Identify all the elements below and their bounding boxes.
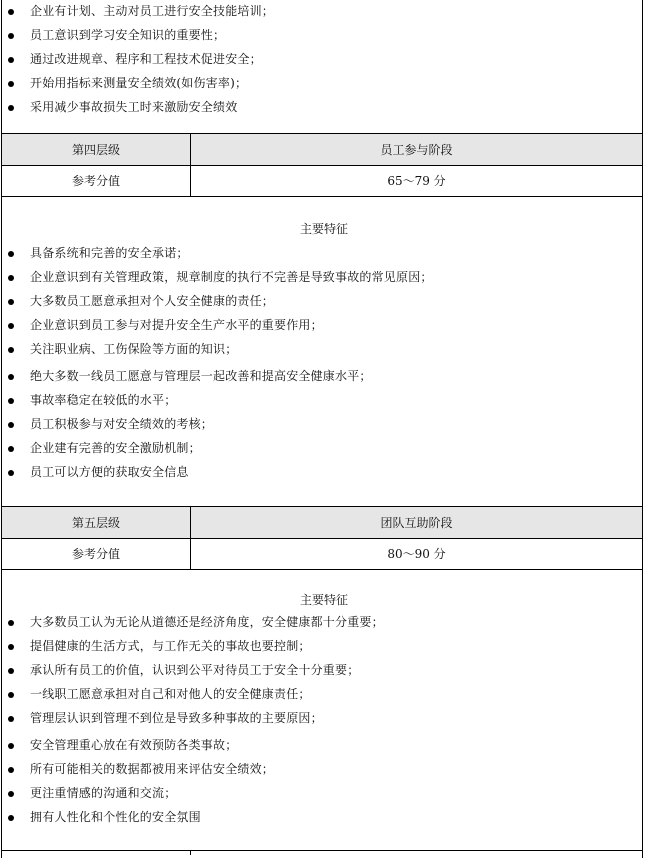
level5-score-label: 参考分值 (71, 547, 120, 561)
level4-level-label: 第四层级 (71, 143, 120, 157)
divider (1, 165, 643, 166)
bullet-icon (8, 398, 14, 404)
bullet-icon (8, 299, 14, 305)
bullet-icon (8, 743, 14, 749)
bullet-icon (8, 251, 14, 257)
bullet-icon (8, 33, 14, 39)
bullet-icon (8, 446, 14, 452)
bullet-icon (8, 620, 14, 626)
level4-score-value: 65～79 分 (387, 174, 446, 188)
level4-score-label: 参考分值 (71, 174, 120, 188)
bullet-icon (8, 422, 14, 428)
level5-level-label: 第五层级 (71, 516, 120, 530)
document-page: 企业有计划、主动对员工进行安全技能培训； 员工意识到学习安全知识的重要性； 通过改进规章、程序和工程技术促进安全； 开始用指标来测量安全绩效(如伤害率)； 采用减少事故损失工时来激励安全绩效 第四层级 员工参与阶段 参考分值 65～79 分 主要特征 具备系统和完善的安全承诺； 企业意识到有关管理政策，规章制度的执行不完善是导致事故的常见原因； 大多数员工愿意承担对个人安全健康的责任； 企业意识到员工参与对提升安全生产水平的重要作用； 关注职业病、工伤保险等方面的知识； 绝大多数一线员工愿意与管理层一起改善和提高安全健康水平； 事故率稳定在较低的水平； 员工积极参与对安全绩效的考核； 企业建有完善的安全激励机制； 员工可以方便的获取安全信息 第五层级 团队互助阶段 参考分值 80～90 分 主要特征 大多数员工认为无论从道德还是经济角度，安全健康都十分重要； 提倡健康的生活方式，与工作无关的事故也要控制； 承认所有员工的价值，认识到公平对待员工于安全十分重要； 一线职工愿意承担对自己和对他人的安全健康责任； 管理层认识到管理不到位是导致多种事故的主要原因； 安全管理重心放在有效预防各类事故； 所有可能相关的数据都被用来评估安全绩效； 更注重情感的沟通和交流； 拥有人性化和个性化的安全氛围 (0, 0, 648, 855)
bullet-icon (8, 767, 14, 773)
bullet-icon (8, 644, 14, 650)
level5-stage-label: 团队互助阶段 (380, 516, 453, 530)
bullet-icon (8, 470, 14, 476)
bullet-icon (8, 323, 14, 329)
bullet-icon (8, 105, 14, 111)
bullet-icon (8, 668, 14, 674)
bullet-icon (8, 716, 14, 722)
bullet-icon (8, 692, 14, 698)
bullet-icon (8, 57, 14, 63)
level5-features-title: 主要特征 (299, 593, 348, 607)
level4-stage-label: 员工参与阶段 (380, 143, 453, 157)
bullet-icon (8, 81, 14, 87)
divider (1, 538, 643, 539)
bullet-icon (8, 9, 14, 15)
divider (1, 569, 643, 570)
bullet-icon (8, 815, 14, 821)
bullet-icon (8, 275, 14, 281)
column-divider (190, 851, 191, 855)
bullet-icon (8, 374, 14, 380)
divider (1, 850, 643, 851)
bullet-icon (8, 791, 14, 797)
level5-score-value: 80～90 分 (387, 547, 446, 561)
divider (1, 196, 643, 197)
bullet-icon (8, 347, 14, 353)
level4-features-title: 主要特征 (299, 222, 348, 236)
